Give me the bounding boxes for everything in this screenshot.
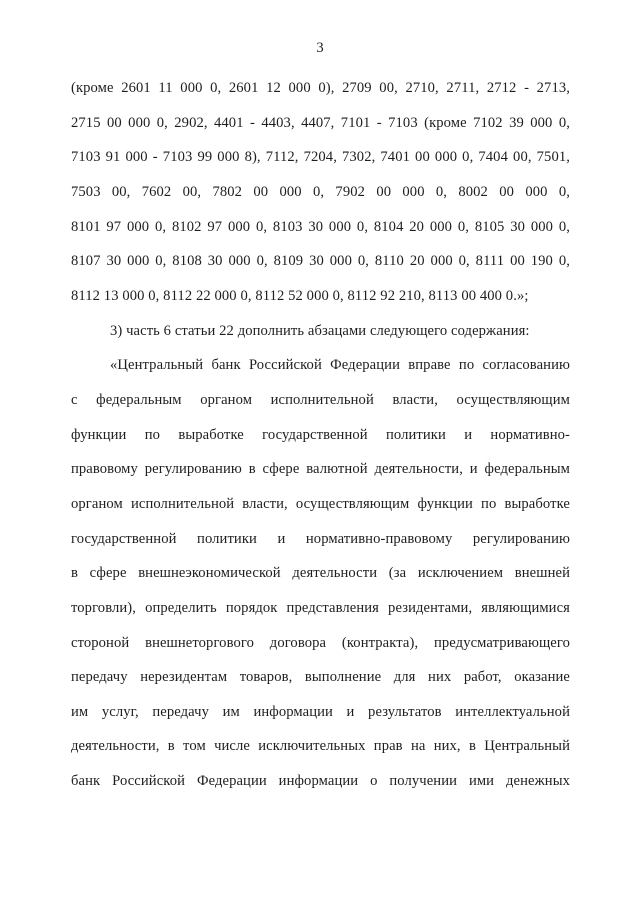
text-line: им услуг, передачу им информации и результатов интеллектуальной — [71, 703, 570, 720]
text-line: деятельности, в том числе исключительных прав на них, в Центральный — [71, 738, 570, 755]
text-line: органом исполнительной власти, осуществляющим функции по выработке — [71, 495, 570, 512]
text-line: торговли), определить порядок представления резидентами, являющимися — [71, 599, 570, 616]
text-line: (кроме 2601 11 000 0, 2601 12 000 0), 2709 00, 2710, 2711, 2712 - 2713, — [71, 80, 570, 96]
text-line: 8107 30 000 0, 8108 30 000 0, 8109 30 000 0, 8110 20 000 0, 8111 00 190 0, — [71, 253, 570, 270]
text-line: функции по выработке государственной политики и нормативно- — [71, 426, 570, 443]
text-line: передачу нерезидентам товаров, выполнение для них работ, оказание — [71, 669, 570, 686]
text-line: в сфере внешнеэкономической деятельности (за исключением внешней — [71, 565, 570, 582]
text-line: 8101 97 000 0, 8102 97 000 0, 8103 30 000 0, 8104 20 000 0, 8105 30 000 0, — [71, 218, 570, 235]
text-line: правовому регулированию в сфере валютной деятельности, и федеральным — [71, 461, 570, 478]
text-line: с федеральным органом исполнительной власти, осуществляющим — [71, 391, 570, 408]
text-line: 8112 13 000 0, 8112 22 000 0, 8112 52 000 0, 8112 92 210, 8113 00 400 0.»; — [71, 287, 529, 304]
text-line: стороной внешнеторгового договора (контракта), предусматривающего — [71, 634, 570, 651]
text-line: 2715 00 000 0, 2902, 4401 - 4403, 4407, 7101 - 7103 (кроме 7102 39 000 0, — [71, 114, 570, 131]
text-line: «Центральный банк Российской Федерации вправе по согласованию — [110, 357, 570, 374]
page-number: 3 — [316, 40, 324, 56]
text-line: 7503 00, 7602 00, 7802 00 000 0, 7902 00 000 0, 8002 00 000 0, — [71, 183, 570, 200]
text-line: банк Российской Федерации информации о получении ими денежных — [71, 773, 570, 790]
text-line: государственной политики и нормативно-правовому регулированию — [71, 530, 570, 547]
text-line: 3) часть 6 статьи 22 дополнить абзацами следующего содержания: — [110, 322, 530, 339]
document-body — [71, 71, 570, 799]
text-line: 7103 91 000 - 7103 99 000 8), 7112, 7204, 7302, 7401 00 000 0, 7404 00, 7501, — [71, 149, 570, 166]
